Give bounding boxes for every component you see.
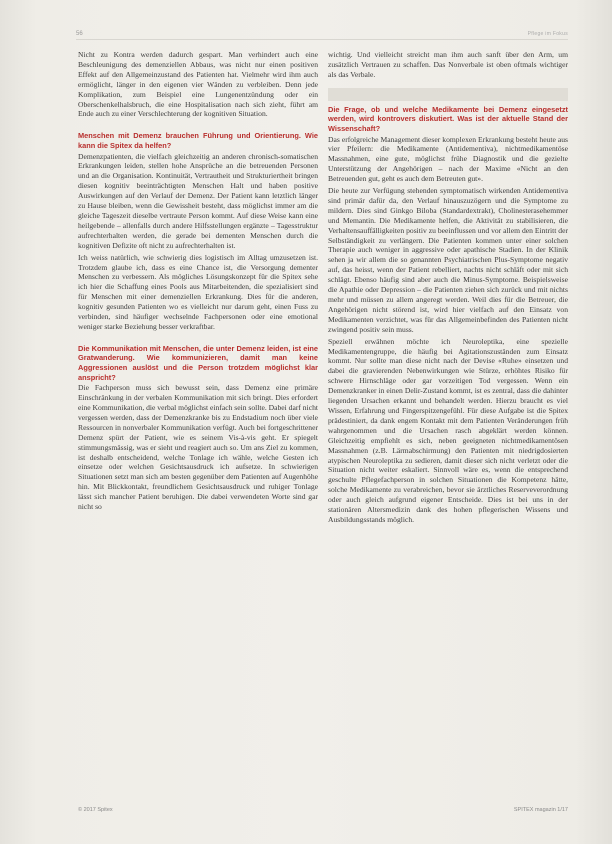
- answer-paragraph: Die Fachperson muss sich bewusst sein, dass Demenz eine primäre Einschränkung in der verbalen Kommunikation mit sich bringt. Dies erfordert eine Kommunikation, die verbal möglichst einfach sein sollte. Dabei darf nicht vergessen werden, dass der Demenzkranke bis zu Endstadium noch über viele Ressourcen in nonverbaler Kommunikation verfügt. Auch bei fortgeschrittener Demenz spürt der Patient, wie es seinem Vis-à-vis geht. Er spiegelt stimmungsmässig, was er sieht und reagiert auch so. Um ans Ziel zu kommen, ist deshalb entscheidend, welche Tonlage ich wähle, welche Gesten ich einsetze oder welchen Gesichtsausdruck ich aufsetze. In schwierigen Situationen setzt man sich am besten gegenüber dem Patienten auf Augenhöhe hin. Mit Blickkontakt, freundlichem Gesichtsausdruck und ruhiger Tonlage lässt sich mancher Patient beruhigen. Die dabei verwendeten Worte sind gar nicht so: [78, 383, 318, 512]
- intro-paragraph: Nicht zu Kontra werden dadurch gespart. Man verhindert auch eine Beschleunigung des demenziellen Abbaus, was nicht nur einen positiven Effekt auf den Allgemeinzustand des Patienten hat. Vielmehr wird ihm auch ermöglicht, länger in den eigenen vier Wänden zu verbleiben. Denn jede Komplikation, zum Beispiel eine Lungenentzündung oder ein Oberschenkelhalsbruch, die eine Hospitalisation nach sich zieht, führt am Ende auch zu einer Verschlechterung der kognitiven Situation.: [78, 50, 318, 119]
- question-heading-3: Die Frage, ob und welche Medikamente bei Demenz eingesetzt werden, wird kontrovers diskutiert. Was ist der aktuelle Stand der Wissenschaft?: [328, 104, 568, 133]
- answer-paragraph: Das erfolgreiche Management dieser komplexen Erkrankung besteht heute aus vier Pfeilern: die Medikamente (Antidementiva), nichtmedikamentöse Massnahmen, eine gute, möglichst frühe Diagnostik und die gezielte Unterstützung der Angehörigen – nach der Maxime «Nicht an den Betreuenden gut, geht es auch dem Betreuten gut».: [328, 134, 568, 184]
- header-rule: [76, 39, 568, 40]
- running-title: Pflege im Fokus: [527, 31, 568, 37]
- answer-paragraph: Ich weiss natürlich, wie schwierig dies logistisch im Alltag umzusetzen ist. Trotzdem glaube ich, dass es eine Chance ist, die Versorgung dementer Menschen zu verbessern. Als mögliches Lösungskonzept für die Spitex sehe ich hier die Schaffung eines Pools aus Mitarbeitenden, die spezialisiert sind für Menschen mit einer demenziellen Erkrankung. Dies für die anderen, kognitiv gesunden Patienten wo es vielleicht nur darum geht, einen Fuss zu verbinden, sind häufiger wechselnde Fachpersonen oder eine emotional weniger starke Beziehung besser verkraftbar.: [78, 252, 318, 331]
- answer-paragraph: Demenzpatienten, die vielfach gleichzeitig an anderen chronisch-somatischen Erkrankungen leiden, stellen hohe Ansprüche an die betreuenden Personen und an die Organisation. Kontinuität, Vertrautheit und Strukturiertheit bringen diesen kognitiv beeinträchtigten Menschen Halt und haben positive Auswirkungen auf den Verlauf der Demenz. Der Patient kann letztlich länger zu Hause bleiben, wenn die Gewissheit besteht, dass möglichst immer am die gleiche Tageszeit dieselbe vertraute Person kommt. Auf diese Weise kann eine heilgebende – allenfalls durch andere Hilfsstellungen ergänzte – Tagesstruktur aufrechterhalten werden, die gerade bei dementen Menschen durch die kognitiven Defizite oft nicht zu aufrechterhalten ist.: [78, 151, 318, 250]
- answer-paragraph: Speziell erwähnen möchte ich Neuroleptika, eine spezielle Medikamentengruppe, die häufig bei Agitationszuständen zum Einsatz kommt. Nur sollte man diese nicht nach der Devise «Ruhe» einsetzen und dabei die gravierenden Nebenwirkungen wie Stürze, erhöhtes Risiko für schwere Hirnschläge oder gar vorzeitigen Tod vergessen. Wenn ein Demenzkranker in einen Delir-Zustand kommt, ist es zentral, dass die dahinter liegenden Ursachen erkannt und behandelt werden. Hierzu braucht es viel Wissen, Erfahrung und Fingerspitzengefühl. Für diese Aufgabe ist die Spitex prädestiniert, da dank engem Kontakt mit dem Patienten Veränderungen früh wahrgenommen und die Ursachen rasch abgeklärt werden können. Gleichzeitig empfiehlt es sich, neben geeigneten nichtmedikamentösen Massnahmen (z.B. Lärmabschirmung) den Patienten mit niedrigdosierten atypischen Neuroleptika zu sedieren, damit dieser sich nicht verletzt oder die Situation nicht weiter eskaliert. Sinnvoll wäre es, wenn die entsprechend geschulte Pflegefachperson in solchen Situationen die Kompetenz hätte, solche Medikamente zu verabreichen, bevor sie ärztliches Reserveverordnung oder auch gleich aufgrund eigener Entscheide. Dies ist bei uns in der stationären Altersmedizin dank des hohen pflegerischen Wissens und Ausbildungsstands möglich.: [328, 336, 568, 524]
- page-number: 56: [76, 31, 83, 37]
- right-column: [328, 50, 568, 527]
- left-column: [78, 50, 318, 514]
- question-heading-1: Menschen mit Demenz brauchen Führung und Orientierung. Wie kann die Spitex da helfen?: [78, 131, 318, 150]
- section-divider-bar: [328, 88, 568, 101]
- continuation-paragraph: wichtig. Und vielleicht streicht man ihm auch sanft über den Arm, um zusätzlich Vertrauen zu schaffen. Das Nonverbale ist oben oftmals wichtiger als das Verbale.: [328, 50, 568, 79]
- answer-paragraph: Die heute zur Verfügung stehenden symptomatisch wirkenden Antidementiva sind primär dafür da, den Verlauf hinauszuzögern und die Symptome zu mildern. Dies sind Ginkgo Biloba (Standardextrakt), Cholinesterasehemmer und Memantin. Die Medikamente helfen, die Aktivität zu stabilisieren, die Verhaltensauffälligkeiten positiv zu beeinflussen und vor allem den Eintritt der Selbständigkeit zu verlängern. Die Patienten kommen unter einer solchen Therapie auch weniger in aggressive oder apathische Stadien. In der Klinik sehen ja wir allem die so genannten Psychiatrischen Plus-Symptome negativ auf, das heisst, wenn der Patient rebelliert, nachts nicht schläft oder mit sich schlägt. Ebenso häufig sind aber auch die Minus-Symptome. Beispielsweise die Apathie oder Depression – die Patienten ziehen sich zurück und mit nichts mehr und müssen zu allem angeregt werden. Weil dies für die Betreuer, die Angehörigen nicht störend ist, wird hier vielfach auf den Einsatz von Medikamenten verzichtet, was für das Allgemeinbefinden des Patienten nicht zwingend positiv sein muss.: [328, 186, 568, 334]
- footer-magazine: SPITEX magazin 1/17: [513, 807, 568, 813]
- footer-copyright: © 2017 Spitex: [78, 807, 113, 813]
- question-heading-2: Die Kommunikation mit Menschen, die unter Demenz leiden, ist eine Gratwanderung. Wie kommunizieren, damit man keine Aggressionen auslöst und die Person trotzdem möglichst klar anspricht?: [78, 343, 318, 382]
